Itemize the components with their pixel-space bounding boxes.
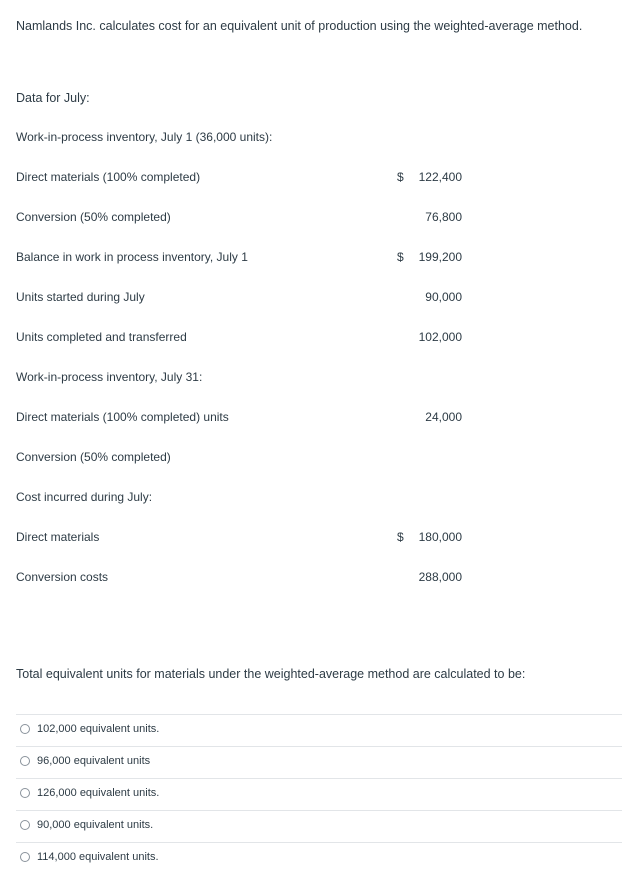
- row-value: 180,000: [418, 530, 462, 544]
- answer-options: [16, 714, 622, 874]
- row-label: Work-in-process inventory, July 1 (36,000 units):: [16, 130, 273, 144]
- data-row: [16, 370, 496, 388]
- answer-option[interactable]: [16, 714, 622, 746]
- row-label: Conversion costs: [16, 570, 109, 584]
- row-label: Conversion (50% completed): [16, 450, 171, 464]
- data-row: [16, 490, 496, 508]
- row-value: 24,000: [425, 410, 462, 424]
- option-label[interactable]: 114,000 equivalent units.: [37, 851, 159, 863]
- row-value: 122,400: [418, 170, 462, 184]
- radio-button[interactable]: [20, 820, 30, 830]
- answer-option[interactable]: [16, 746, 622, 778]
- row-label: Direct materials (100% completed): [16, 170, 201, 184]
- option-label[interactable]: 90,000 equivalent units.: [37, 819, 154, 831]
- radio-button[interactable]: [20, 852, 30, 862]
- row-value: 288,000: [418, 570, 462, 584]
- problem-intro: Namlands Inc. calculates cost for an equivalent unit of production using the weighted-average method.: [16, 19, 583, 33]
- answer-option[interactable]: [16, 778, 622, 810]
- dollar-sign: $: [397, 250, 404, 264]
- data-heading: Data for July:: [16, 91, 90, 105]
- dollar-sign: $: [397, 170, 404, 184]
- data-row: [16, 210, 496, 228]
- row-label: Work-in-process inventory, July 31:: [16, 370, 203, 384]
- dollar-sign: $: [397, 530, 404, 544]
- data-row: [16, 450, 496, 468]
- option-label[interactable]: 96,000 equivalent units: [37, 755, 151, 767]
- data-row: [16, 290, 496, 308]
- answer-option[interactable]: [16, 842, 622, 874]
- data-row: [16, 530, 496, 548]
- data-row: [16, 250, 496, 268]
- row-label: Units started during July: [16, 290, 145, 304]
- row-label: Direct materials: [16, 530, 100, 544]
- row-value: 90,000: [425, 290, 462, 304]
- row-label: Direct materials (100% completed) units: [16, 410, 229, 424]
- row-label: Balance in work in process inventory, July 1: [16, 250, 248, 264]
- row-label: Units completed and transferred: [16, 330, 187, 344]
- radio-button[interactable]: [20, 724, 30, 734]
- row-value: 199,200: [418, 250, 462, 264]
- data-row: [16, 570, 496, 588]
- option-label[interactable]: 126,000 equivalent units.: [37, 787, 160, 799]
- option-label[interactable]: 102,000 equivalent units.: [37, 723, 160, 735]
- row-label: Cost incurred during July:: [16, 490, 153, 504]
- row-label: Conversion (50% completed): [16, 210, 171, 224]
- row-value: 76,800: [425, 210, 462, 224]
- answer-option[interactable]: [16, 810, 622, 842]
- data-row: [16, 410, 496, 428]
- radio-button[interactable]: [20, 756, 30, 766]
- question-text: Total equivalent units for materials under the weighted-average method are calculated to be:: [16, 667, 526, 681]
- data-row: [16, 170, 496, 188]
- data-row: [16, 130, 496, 148]
- row-value: 102,000: [418, 330, 462, 344]
- radio-button[interactable]: [20, 788, 30, 798]
- data-row: [16, 330, 496, 348]
